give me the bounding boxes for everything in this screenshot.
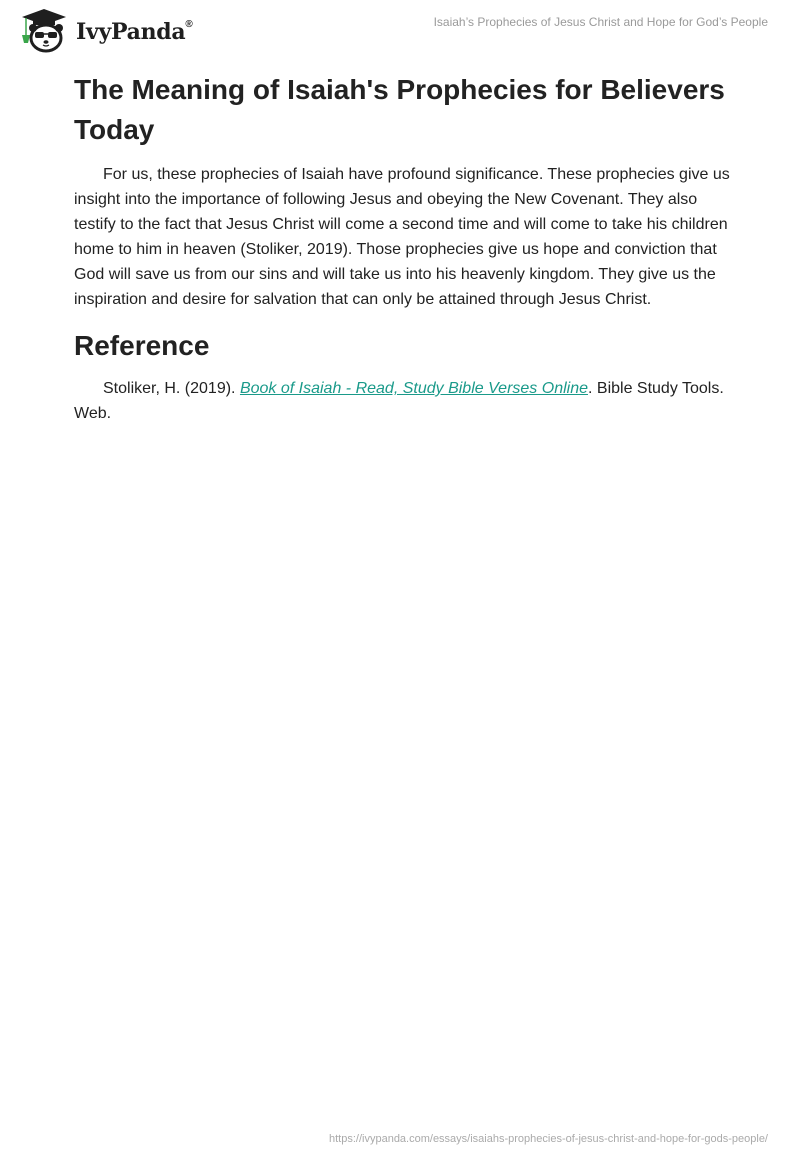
ivypanda-logo[interactable]: [18, 7, 192, 53]
registered-mark: ®: [185, 18, 193, 30]
reference-link[interactable]: Book of Isaiah - Read, Study Bible Verses Online: [239, 380, 588, 397]
reference-entry: [74, 376, 734, 426]
logo-wordmark: IvyPanda®: [76, 18, 193, 45]
reference-heading: Reference: [74, 330, 210, 361]
body-paragraph: For us, these prophecies of Isaiah have profound significance. These prophecies give us insight into the importance of following Jesus and obeying the New Covenant. They also testify to the fact that Jesus Christ will come a second time and will come to take his children home to him in heaven (Stoliker, 2019). Those prophecies give us hope and conviction that God will save us from our sins and will take us into his heavenly kingdom. They give us the inspiration and desire for salvation that can only be attained through Jesus Christ.: [74, 166, 730, 308]
section-title: The Meaning of Isaiah's Prophecies for Believers Today: [74, 74, 725, 145]
reference-suffix: . Bible Study Tools. Web.: [74, 380, 724, 422]
panda-graduate-icon: [18, 7, 70, 53]
page-header: [0, 0, 800, 58]
running-title: Isaiah’s Prophecies of Jesus Christ and Hope for God’s People: [433, 15, 768, 29]
footer-url: https://ivypanda.com/essays/isaiahs-prophecies-of-jesus-christ-and-hope-for-gods-people/: [329, 1133, 768, 1145]
essay-content: [74, 70, 734, 426]
reference-author-year: Stoliker, H. (2019).: [103, 380, 240, 397]
